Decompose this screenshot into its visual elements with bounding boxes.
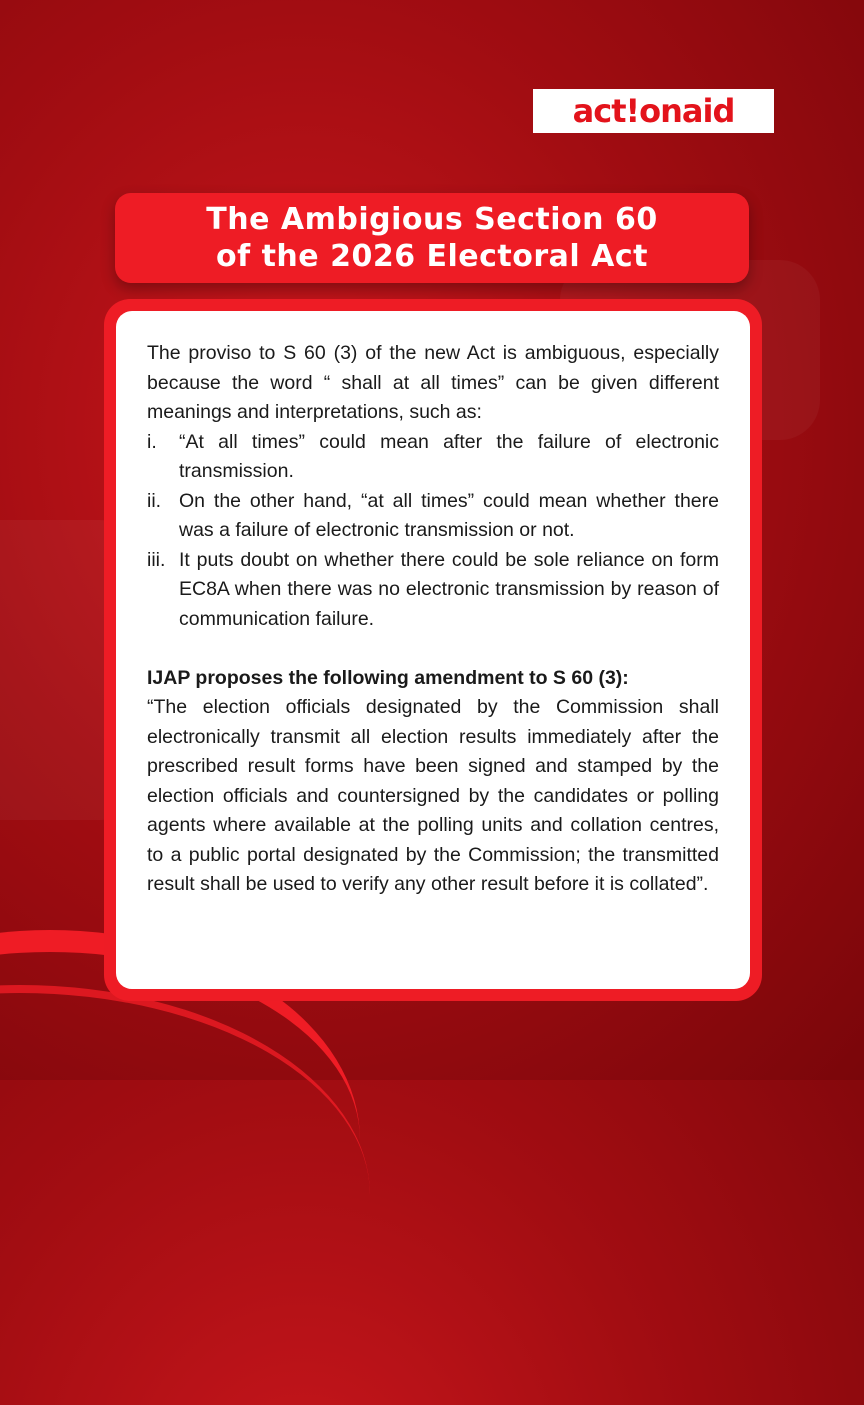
proposal-heading: IJAP proposes the following amendment to S 60 (3): — [147, 666, 629, 689]
list-item — [147, 428, 719, 487]
page-title — [206, 201, 657, 275]
content-body — [147, 339, 719, 900]
list-item-text: “At all times” could mean after the failure of electronic transmission. — [179, 430, 719, 482]
intro-paragraph: The proviso to S 60 (3) of the new Act is ambiguous, especially because the word “ shall at all times” can be given different meanings and interpretations, such as: — [147, 342, 719, 423]
interpretation-list — [147, 428, 719, 635]
list-marker: ii. — [147, 489, 162, 512]
list-marker: iii. — [147, 548, 166, 571]
paragraph-spacer — [147, 634, 719, 664]
title-line-2: of the 2026 Electoral Act — [215, 239, 648, 274]
logo-text: act!onaid — [572, 92, 735, 130]
actionaid-logo — [533, 89, 774, 133]
title-banner — [115, 193, 749, 283]
list-item-text: It puts doubt on whether there could be sole reliance on form EC8A when there was no electronic transmission by reason of communication failure. — [179, 548, 719, 630]
title-line-1: The Ambigious Section 60 — [206, 202, 658, 237]
list-marker: i. — [147, 430, 157, 453]
proposal-paragraph: “The election officials designated by the Commission shall electronically transmit all election results immediately after the prescribed result forms have been signed and stamped by the election officials and countersigned by the candidates or polling agents where available at the polling units and collation centres, to a public portal designated by the Commission; the transmitted result shall be used to verify any other result before it is collated”. — [147, 696, 719, 895]
list-item — [147, 546, 719, 635]
list-item-text: On the other hand, “at all times” could mean whether there was a failure of electronic transmission or not. — [179, 489, 719, 541]
list-item — [147, 487, 719, 546]
